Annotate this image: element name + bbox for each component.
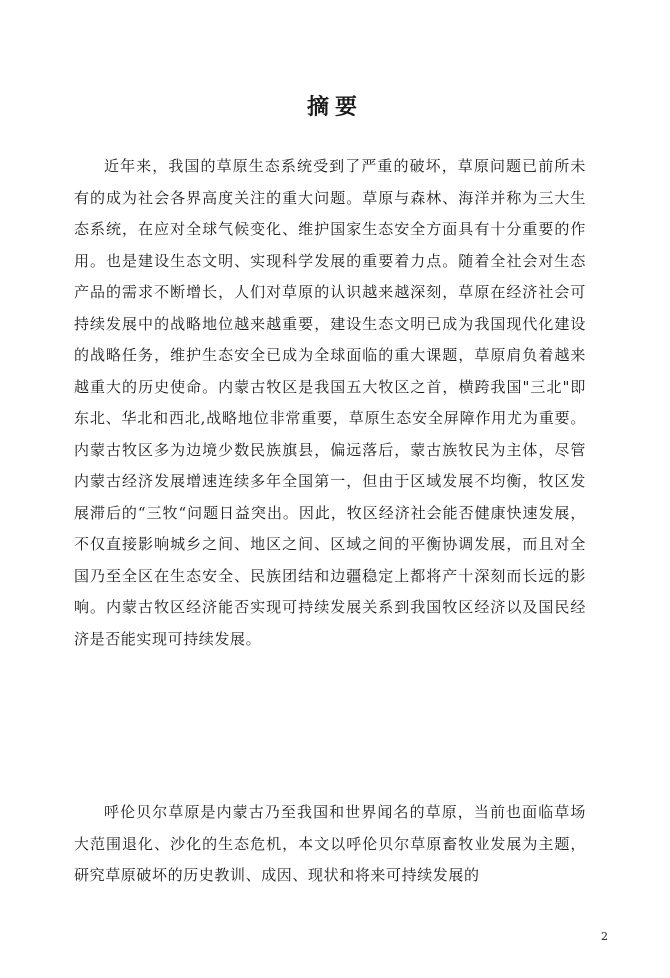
page-number: 2 [601, 930, 608, 943]
paragraph-1: 近年来，我国的草原生态系统受到了严重的破坏，草原问题已前所未有的成为社会各界高度关注的重大问题。草原与森林、海洋并称为三大生态系统，在应对全球气候变化、维护国家生态安全方面具有十分重要的作用。也是建设生态文明、实现科学发展的重要着力点。随着全社会对生态产品的需求不断增长，人们对草原的认识越来越深刻，草原在经济社会可持续发展中的战略地位越来越重要，建设生态文明已成为我国现代化建设的战略任务，维护生态安全已成为全球面临的重大课题，草原肩负着越来越重大的历史使命。内蒙古牧区是我国五大牧区之首，横跨我国"三北"即东北、华北和西北,战略地位非常重要，草原生态安全屏障作用尤为重要。内蒙古牧区多为边境少数民族旗县，偏远落后，蒙古族牧民为主体，尽管内蒙古经济发展增速连续多年全国第一，但由于区域发展不均衡，牧区发展滞后的“三牧“问题日益突出。因此，牧区经济社会能否健康快速发展，不仅直接影响城乡之间、地区之间、区域之间的平衡协调发展，而且对全国乃至全区在生态安全、民族团结和边疆稳定上都将产十深刻而长远的影响。内蒙古牧区经济能否实现可持续发展关系到我国牧区经济以及国民经济是否能实现可持续发展。 [74, 157, 586, 648]
paragraph-2: 呼伦贝尔草原是内蒙古乃至我国和世界闻名的草原，当前也面临草场大范围退化、沙化的生态危机，本文以呼伦贝尔草原畜牧业发展为主题，研究草原破坏的历史教训、成因、现状和将来可持续发展的 [74, 803, 586, 884]
page-title: 摘要 [306, 95, 363, 120]
